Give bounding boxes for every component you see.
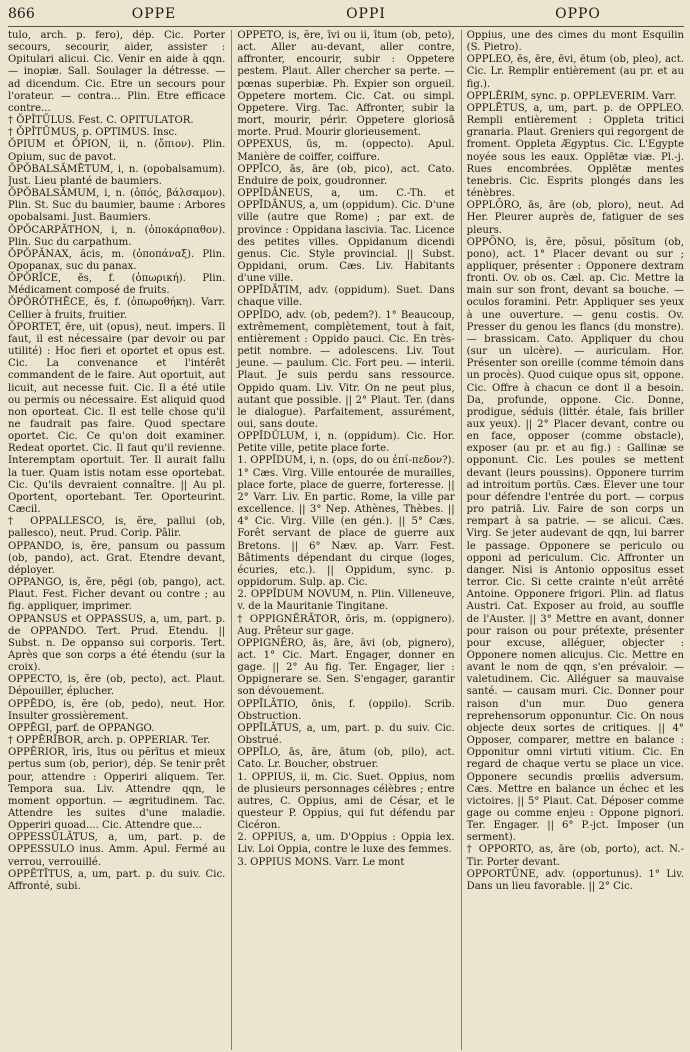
dictionary-entry: OPPLEO, ēs, ēre, ēvi, ētum (ob, pleo), act. Cic. Lr. Remplir entièrement (au pr. et au fig.).: [466, 54, 684, 90]
column-3: [461, 30, 684, 1050]
dictionary-entry: 1. OPPIUS, ii, m. Cic. Suet. Oppius, nom de plusieurs personnages célèbres ; entre autres, C. Oppius, ami de César, et le questeur P. Oppius, qui fut défendu par Cicéron.: [237, 771, 455, 832]
column-1: [8, 30, 225, 1050]
headword-right: OPPO: [555, 6, 601, 22]
dictionary-entry: 3. OPPIUS MONS. Varr. Le mont: [237, 856, 405, 868]
dictionary-entry: ŎPŎBALSĂMUM, i, n. (ὀπός, βάλσαμον). Plin. St. Suc du baumier, baume : Arbores opobalsami. Just. Baumiers.: [8, 188, 226, 224]
dictionary-entry: OPPĔTO, is, ĕre, īvi ou ii, ītum (ob, peto), act. Aller au-devant, aller contre, affronter, encourir, subir : Oppetere pestem. Plaut. Aller chercher sa perte. — pœnas superbiæ. Ph. Expier son orgueil. Oppetere mortem. Cic. Cat. ou simpl. Oppetere. Virg. Tac. Affronter, subir la mort, mourir, périr. Oppetere gloriosā morte. Prud. Mourir glorieusement.: [237, 30, 455, 139]
dictionary-entry: OPPANGO, is, ĕre, pēgi (ob, pango), act. Plaut. Fest. Ficher devant ou contre ; au fig. appliquer, imprimer.: [8, 577, 226, 613]
dictionary-entry: ŎPIUM et ŎPION, ii, n. (ὄπιον). Plin. Opium, suc de pavot.: [8, 139, 226, 163]
dictionary-entry: OPPORTŪNE, adv. (opportunus). 1° Liv. Dans un lieu favorable. || 2° Cic.: [466, 868, 684, 892]
dictionary-entry: OPPLĒRIM, sync. p. OPPLEVERIM. Varr.: [466, 90, 677, 102]
dictionary-entry: OPPANDO, is, ĕre, pansum ou passum (ob, pando), act. Grat. Etendre devant, déployer.: [8, 540, 226, 576]
dictionary-entry: ŎPŎRŎTHĒCE, ēs, f. (ὀπωροθήκη). Varr. Cellier à fruits, fruitier.: [8, 297, 226, 321]
headword-left: OPPE: [131, 6, 177, 22]
dictionary-entry: ŎPŎRĬCE, ēs, f. (ὀπωρική). Plin. Médicament composé de fruits.: [8, 273, 226, 297]
headword-center: OPPI: [346, 6, 386, 22]
running-header: [8, 6, 684, 27]
page-number: 866: [8, 6, 35, 22]
dictionary-entry: OPPŌNO, is, ĕre, pŏsui, pŏsĭtum (ob, pono), act. 1° Placer devant ou sur ; appliquer, présenter : Opponere dextram fronti. Ov. ob os. Cæl. ap. Cic. Mettre la main sur son front, devant sa bouche. — oculos foramini. Petr. Appliquer ses yeux à une ouverture. — genu costis. Ov. Presser du genou les flancs (du monstre). — brassicam. Cato. Appliquer du chou (sur un ulcère). — auriculam. Hor. Présenter son oreille (comme témoin dans un procès). Quod cuique opus sit, oppone. Cic. Offre à chacun ce dont il a besoin. Da, profunde, oppone. Cic. Donne, prodigue, séduis (littér. étale, fais briller aux yeux). || 2° Placer devant, contre ou en face, opposer (comme obstacle), exposer (au pr. et au fig.) : Gallinæ se opponunt. Cic. Les poules se mettent devant (leurs poussins). Opponere turrim ad introitum portūs. Cæs. Elever une tour pour défendre l'entrée du port. — corpus pro patriā. Liv. Faire de son corps un rempart à sa patrie. — se alicui. Cæs. Virg. Se jeter audevant de qqn, lui barrer le passage. Opponere se periculo ou opponi ad periculum. Cic. Affronter un danger. Nisi is Antonio oppositus esset terror. Cic. Si cette crainte n'eût arrêté Antoine. Opponere frigori. Plin. ad flatus Austri. Cat. Exposer au froid, au souffle de l'Auster. || 3° Mettre en avant, donner pour raison ou pour prétexte, présenter pour excuse, alléguer, objecter : Opponere nomen alicujus. Cic. Mettre en avant le nom de qqn, s'en prévaloir. — valetudinem. Cic. Alléguer sa mauvaise santé. — causam muri. Cic. Donner pour raison d'un mur. Duo genera reprehensorum opponuntur. Cic. On nous objecte deux sortes de critiques. || 4° Opposer, comparer, mettre en balance : Opponitur omni virtuti vitium. Cic. En regard de chaque vertu se place un vice. Opponere secundis prœliis adversum. Cæs. Mettre en balance un échec et les victoires. || 5° Plaut. Cat. Déposer comme gage ou comme enjeu : Oppone pignori. Ter. Engager. || 6° P.-jct. Imposer (un serment).: [466, 236, 684, 844]
dictionary-entry: ŎPŎBALSĂMĒTUM, i, n. (opobalsamum). Just. Lieu planté de baumiers.: [8, 163, 226, 187]
dictionary-entry: OPPECTO, is, ĕre (ob, pecto), act. Plaut. Dépouiller, éplucher.: [8, 674, 226, 698]
dictionary-entry: ŎPŎCARPĂTHON, i, n. (ὀποκάρπαθον). Plin. Suc du carpathum.: [8, 224, 226, 248]
dictionary-entry: 2. OPPIUS, a, um. D'Oppius : Oppia lex. Liv. Loi Oppia, contre le luxe des femmes.: [237, 832, 455, 856]
dictionary-entry: OPPĪDĀTIM, adv. (oppidum). Suet. Dans chaque ville.: [237, 285, 455, 309]
dictionary-entry: OPPĪLĀTIO, ōnis, f. (oppilo). Scrib. Obstruction.: [237, 698, 455, 722]
dictionary-entry: † ŎPĬTŬLUS. Fest. C. OPITULATOR.: [8, 115, 194, 127]
dictionary-entry: ŎPŎPĂNAX, ăcis, m. (ὀποπάναξ). Plin. Opopanax, suc du panax.: [8, 248, 226, 272]
dictionary-entry: OPPIGNĔRO, ās, āre, āvi (ob, pignero), act. 1° Cic. Mart. Engager, donner en gage. || 2° Au fig. Ter. Engager, lier : Oppignerare se. Sen. S'engager, garantir son dévouement.: [237, 637, 455, 698]
dictionary-entry: OPPĔTĪTUS, a, um, part. p. du suiv. Cic. Affronté, subi.: [8, 868, 226, 892]
dictionary-entry: 2. OPPĬDUM NOVUM, n. Plin. Villeneuve, v. de la Mauritanie Tingitane.: [237, 589, 455, 613]
dictionary-entry: tulo, arch. p. fero), dép. Cic. Porter secours, secourir, aider, assister : Opitulari alicui. Cic. Venir en aide à qqn. — inopiæ. Sall. Soulager la détresse. — ad dicendum. Cic. Etre un secours pour l'orateur. — contra... Plin. Etre efficace contre...: [8, 30, 226, 114]
dictionary-entry: OPPLŌRO, ās, āre (ob, ploro), neut. Ad Her. Pleurer auprès de, fatiguer de ses pleurs.: [466, 200, 684, 236]
columns: [8, 30, 684, 1050]
dictionary-entry: Oppius, une des cimes du mont Esquilin (S. Pietro).: [466, 30, 684, 54]
dictionary-entry: † ŎPĬTŬMUS, p. OPTIMUS. Insc.: [8, 127, 178, 139]
dictionary-entry: 1. OPPĬDUM, i, n. (ops, do ou ἐπί-πεδον?). 1° Cæs. Virg. Ville entourée de murailles, place forte, place de guerre, forteresse. || 2° Varr. Liv. En partic. Rome, la ville par excellence. || 3° Nep. Athènes, Thèbes. || 4° Cic. Virg. Ville (en gén.). || 5° Cæs. Forêt servant de place de guerre aux Bretons. || 6° Næv. ap. Varr. Fest. Bâtiments dépendant du cirque (loges, écuries, etc.). || Oppidum, sync. p. oppidorum. Sulp. ap. Cic.: [237, 455, 455, 589]
dictionary-entry: OPPĒDO, is, ĕre (ob, pedo), neut. Hor. Insulter grossièrement.: [8, 698, 226, 722]
dictionary-entry: OPPLĒTUS, a, um, part. p. de OPPLEO. Rempli entièrement : Oppleta tritici granaria. Plaut. Greniers qui regorgent de froment. Oppleta Ægyptus. Cic. L'Egypte noyée sous les eaux. Opplētæ viæ. Pl.-j. Rues encombrées. Opplētæ mentes tenebris. Cic. Esprits plongés dans les ténèbres.: [466, 102, 684, 200]
dictionary-entry: OPPĪLO, ās, āre, ātum (ob, pilo), act. Cato. Lr. Boucher, obstruer.: [237, 747, 455, 771]
dictionary-entry: OPPANSUS et OPPASSUS, a, um, part. p. de OPPANDO. Tert. Prud. Etendu. || Subst. n. De oppanso sui corporis. Tert. Après que son corps a été étendu (sur la croix).: [8, 613, 226, 674]
dictionary-entry: † OPPORTO, as, āre (ob, porto), act. N.-Tir. Porter devant.: [466, 844, 684, 868]
dictionary-entry: OPPĪLĀTUS, a, um, part. p. du suiv. Cic. Obstrué.: [237, 722, 455, 747]
dictionary-entry: OPPĬDŬLUM, i, n. (oppidum). Cic. Hor. Petite ville, petite place forte.: [237, 431, 455, 455]
dictionary-entry: † OPPIGNĔRĀTOR, ōris, m. (oppignero). Aug. Prêteur sur gage.: [237, 613, 455, 637]
dictionary-entry: OPPĒGI, parf. de OPPANGO.: [8, 722, 155, 734]
dictionary-entry: OPPEXUS, ūs, m. (oppecto). Apul. Manière de coiffer, coiffure.: [237, 139, 455, 163]
dictionary-entry: † OPPALLESCO, is, ĕre, pallui (ob, pallesco), neut. Prud. Corip. Pâlir.: [8, 516, 226, 540]
dictionary-entry: OPPĪCO, ās, āre (ob, pico), act. Cato. Enduire de poix, goudronner.: [237, 163, 455, 187]
column-2: [231, 30, 454, 1050]
dictionary-entry: OPPESSŬLĀTUS, a, um, part. p. de OPPESSULO inus. Amm. Apul. Fermé au verrou, verrouillé.: [8, 832, 226, 868]
dictionary-entry: OPPĬDO, adv. (ob, pedem?). 1° Beaucoup, extrêmement, complètement, tout à fait, entièrement : Oppido pauci. Cic. En très-petit nombre. — adolescens. Liv. Tout jeune. — paulum. Cic. Fort peu. — interii. Plaut. Je suis perdu sans ressource. Oppido quam. Liv. Vitr. On ne peut plus, autant que possible. || 2° Plaut. Ter. (dans le dialogue). Parfaitement, assurément, oui, sans doute.: [237, 309, 455, 430]
dictionary-entry: OPPĪDĀNEUS, a, um. C.-Th. et OPPĪDĀNUS, a, um (oppidum). Cic. D'une ville (autre que Rome) ; par ext. de province : Oppidana lascivia. Tac. Licence des petites villes. Oppidanum dicendi genus. Cic. Style provincial. || Subst. Oppidani, orum. Cæs. Liv. Habitants d'une ville.: [237, 188, 455, 285]
dictionary-entry: ŎPORTET, ēre, uit (opus), neut. impers. Il faut, il est nécessaire (par devoir ou par utilité) : Hoc fieri et oportet et opus est. Cic. La convenance et l'intérêt commandent de le faire. Aut oportuit, aut licuit, aut necesse fuit. Cic. Il a été utile ou permis ou nécessaire. Est aliquid quod non oporteat. Cic. Il est telle chose qu'il ne faudrait pas faire. Quod spectare oportet. Cic. Ce qu'on doit examiner. Redeat oportet. Cic. Il faut qu'il revienne. Interemptam oportuit. Ter. Il aurait fallu la tuer. Quam istis notam esse oportebat. Cic. Qu'ils devraient connaître. || Au pl. Oportent, oportebant. Ter. Oporteurint. Cæcil.: [8, 321, 226, 516]
dictionary-entry: OPPĔRIOR, īris, ītus ou pĕrītus et mieux pertus sum (ob, perior), dép. Se tenir prêt pour, attendre : Opperiri aliquem. Ter. Tempora sua. Liv. Attendre qqn, le moment opportun. — ægritudinem. Tac. Attendre les suites d'une maladie. Opperiri quoad.... Cic. Attendre que...: [8, 747, 226, 832]
dictionary-entry: † OPPĒRĬBOR, arch. p. OPPERIAR. Ter.: [8, 735, 211, 747]
